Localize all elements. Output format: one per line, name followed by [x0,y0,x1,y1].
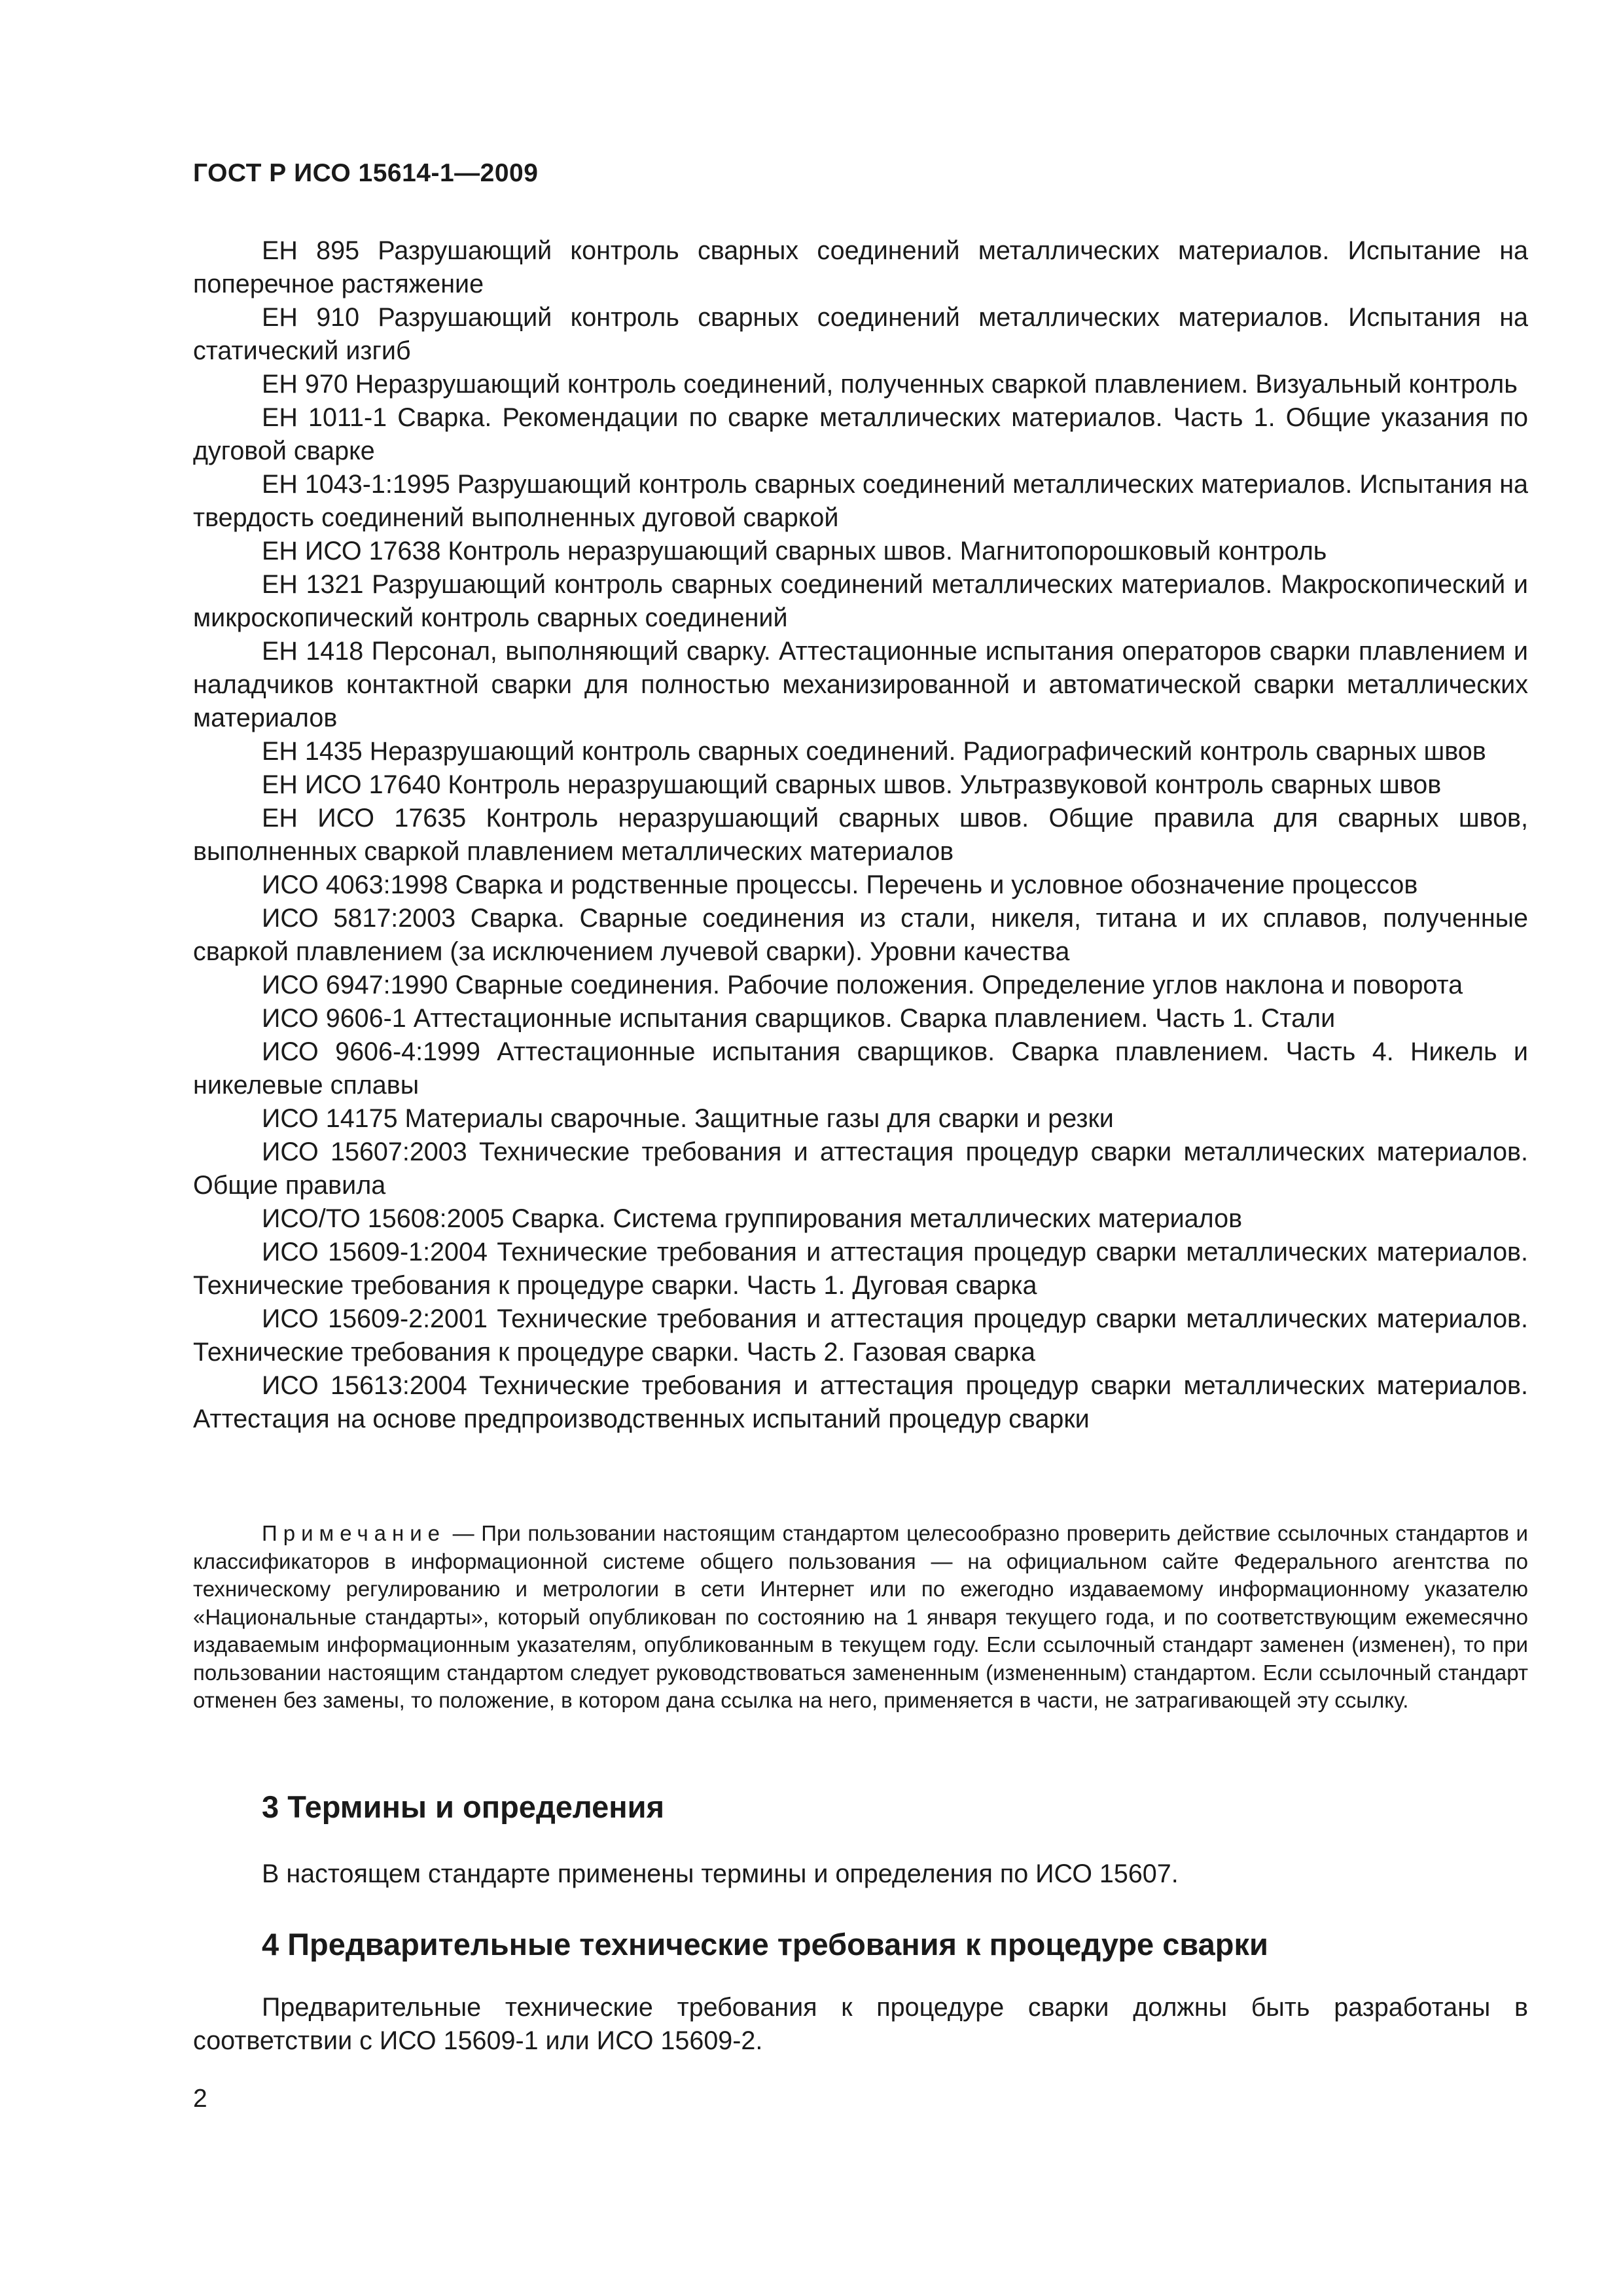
note-text: — При пользовании настоящим стандартом целесообразно проверить действие ссылочных стандартов и классификаторов в информационной системе общего пользования — на официальном сайте Федерального агентства по техническому регулированию и метрологии в сети Интернет или по ежегодно издаваемому информационному указателю «Национальные стандарты», который опубликован по состоянию на 1 января текущего года, и по соответствующим ежемесячно издаваемым информационным указателям, опубликованным в текущем году. Если ссылочный стандарт заменен (изменен), то при пользовании настоящим стандартом следует руководствоваться замененным (измененным) стандартом. Если ссылочный стандарт отменен без замены, то положение, в котором дана ссылка на него, применяется в части, не затрагивающей эту ссылку. [193,1521,1528,1712]
section-4-heading: 4 Предварительные технические требования к процедуре сварки [262,1927,1268,1962]
reference-item: ЕН 1011-1 Сварка. Рекомендации по сварке металлических материалов. Часть 1. Общие указания по дуговой сварке [193,403,1528,465]
reference-item: ЕН 1418 Персонал, выполняющий сварку. Аттестационные испытания операторов сварки плавлением и наладчиков контактной сварки для полностью механизированной и автоматической сварки металлических материалов [193,637,1528,732]
references-list [193,234,1528,1436]
reference-item: ЕН ИСО 17638 Контроль неразрушающий сварных швов. Магнитопорошковый контроль [262,537,1327,565]
reference-item: ЕН 1321 Разрушающий контроль сварных соединений металлических материалов. Макроскопический и микроскопический контроль сварных соединений [193,570,1528,632]
reference-item: ИСО 9606-4:1999 Аттестационные испытания сварщиков. Сварка плавлением. Часть 4. Никель и никелевые сплавы [193,1037,1528,1100]
section-4-text: Предварительные технические требования к процедуре сварки должны быть разработаны в соответствии с ИСО 15609-1 или ИСО 15609-2. [193,1993,1528,2055]
reference-item: ЕН 1435 Неразрушающий контроль сварных соединений. Радиографический контроль сварных швов [262,737,1486,766]
note-label: Примечание [262,1521,446,1545]
reference-item: ЕН ИСО 17640 Контроль неразрушающий сварных швов. Ультразвуковой контроль сварных швов [262,770,1442,799]
reference-item: ИСО 4063:1998 Сварка и родственные процессы. Перечень и условное обозначение процессов [262,870,1418,899]
note-paragraph [193,1520,1528,1715]
reference-item: ИСО 15607:2003 Технические требования и аттестация процедур сварки металлических материалов. Общие правила [193,1138,1528,1200]
reference-item: ЕН 1043-1:1995 Разрушающий контроль сварных соединений металлических материалов. Испытания на твердость соединений выполненных дуговой сваркой [193,470,1528,532]
reference-item: ИСО 6947:1990 Сварные соединения. Рабочие положения. Определение углов наклона и поворота [262,971,1463,999]
reference-item: ИСО/ТО 15608:2005 Сварка. Система группирования металлических материалов [262,1204,1243,1233]
document-header: ГОСТ Р ИСО 15614-1—2009 [193,159,539,187]
reference-item: ИСО 15609-2:2001 Технические требования и аттестация процедур сварки металлических материалов. Технические требования к процедуре сварки. Часть 2. Газовая сварка [193,1304,1528,1367]
section-3-text: В настоящем стандарте применены термины и определения по ИСО 15607. [262,1859,1179,1888]
reference-item: ЕН ИСО 17635 Контроль неразрушающий сварных швов. Общие правила для сварных швов, выполненных сваркой плавлением металлических материалов [193,804,1528,866]
reference-item: ЕН 970 Неразрушающий контроль соединений, полученных сваркой плавлением. Визуальный контроль [262,370,1518,399]
reference-item: ИСО 5817:2003 Сварка. Сварные соединения из стали, никеля, титана и их сплавов, полученные сваркой плавлением (за исключением лучевой сварки). Уровни качества [193,904,1528,966]
reference-item: ИСО 9606-1 Аттестационные испытания сварщиков. Сварка плавлением. Часть 1. Стали [262,1004,1336,1033]
reference-item: ЕН 895 Разрушающий контроль сварных соединений металлических материалов. Испытание на поперечное растяжение [193,236,1528,298]
page-number: 2 [193,2085,207,2113]
reference-item: ИСО 15613:2004 Технические требования и аттестация процедур сварки металлических материалов. Аттестация на основе предпроизводственных испытаний процедур сварки [193,1371,1528,1433]
reference-item: ИСО 14175 Материалы сварочные. Защитные газы для сварки и резки [262,1104,1114,1133]
section-3-heading: 3 Термины и определения [262,1789,664,1824]
reference-item: ИСО 15609-1:2004 Технические требования и аттестация процедур сварки металлических материалов. Технические требования к процедуре сварки. Часть 1. Дуговая сварка [193,1238,1528,1300]
reference-item: ЕН 910 Разрушающий контроль сварных соединений металлических материалов. Испытания на статический изгиб [193,303,1528,365]
